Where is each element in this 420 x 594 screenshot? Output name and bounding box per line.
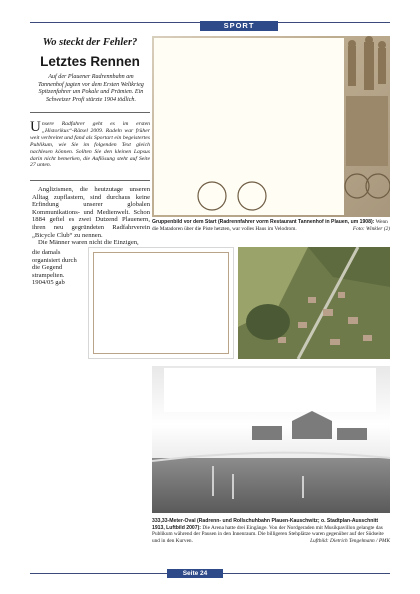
article-body: [32, 186, 150, 247]
body-paragraph: Die Männer waren nicht die Einzigen,: [38, 239, 139, 247]
track-illustration: [152, 366, 390, 513]
caption-text: Wenn die Matadoren über die Piste hetzten, war volles Haus im Velodrom.: [152, 219, 388, 232]
city-map-excerpt: [88, 247, 234, 359]
riders-illustration: [152, 36, 390, 217]
photo-credit: Foto: Winkler (2): [352, 225, 390, 232]
map-frame: [93, 252, 229, 354]
section-label: SPORT: [200, 21, 278, 31]
divider: [30, 112, 150, 113]
article-headline: Letztes Rennen: [40, 54, 140, 69]
aerial-photo: [238, 247, 390, 359]
photo-caption: [152, 219, 390, 232]
caption-title: 333,33-Meter-Oval (Radrenn- und Rollschuhbahn Plauen-Kauschwitz; o. Stadtplan-Ausschnitt 1913, Luftbild 2007):: [152, 518, 379, 531]
divider: [30, 180, 150, 181]
group-photo: [152, 36, 390, 217]
drop-cap: U: [30, 119, 41, 135]
caption-text: Die Arena hatte drei Eingänge. Von der Nordgeraden mit Musikpavillon gelangte das Publikum während der Pausen in den Innenraum. Die billigeren Stehplätze waren gegenüber auf der Südseite und in den Kurven.: [152, 524, 384, 544]
photo-caption: [152, 518, 390, 544]
aerial-illustration: [238, 247, 390, 359]
body-paragraph: Anglizismen, die heutzutage unseren Alltag zupflastern, sind durchaus keine Erfindung unserer globalen Kommunikations- und Medienwelt. Schon 1884 gefiel es zwei Dutzend Plauenern, ihren neu gegründeten Radfahrverein „Bicycle Club“ zu nennen.: [32, 186, 150, 239]
caption-title: Gruppenbild vor dem Start (Radrennfahrer vorm Restaurant Tannenhof in Plauen, um 1908):: [152, 219, 375, 225]
photo-credit: Luftbild: Dietrich Tengelmann / PMK: [310, 537, 390, 544]
puzzle-intro-text: nsere Radfahrer geht es im ersten „Historikus“-Rätsel 2009. Radeln war früher weit verbreitet und fand als Sportart ein begeistertes Publikum, wie Sie im folgenden Text gleich nachlesen können. Sollten Sie den kleinen Lapsus darin nicht bemerken, die Auflösung steht auf Seite 27 unten.: [30, 121, 150, 169]
page-number: Seite 24: [167, 569, 223, 578]
article-deck: Auf der Plauener Radrennbahn am Tannenhof jagten vor dem Ersten Weltkrieg Spitzenfahrer um Pokale und Prämien. Ein Schweizer Profi stürzte 1904 tödlich.: [38, 74, 144, 103]
race-track-photo: [152, 366, 390, 513]
body-continuation: die damals organisiert durch die Gegend strampelten. 1904/05 gab: [32, 249, 77, 287]
puzzle-intro: [30, 121, 150, 169]
article-kicker: Wo steckt der Fehler?: [42, 37, 138, 48]
